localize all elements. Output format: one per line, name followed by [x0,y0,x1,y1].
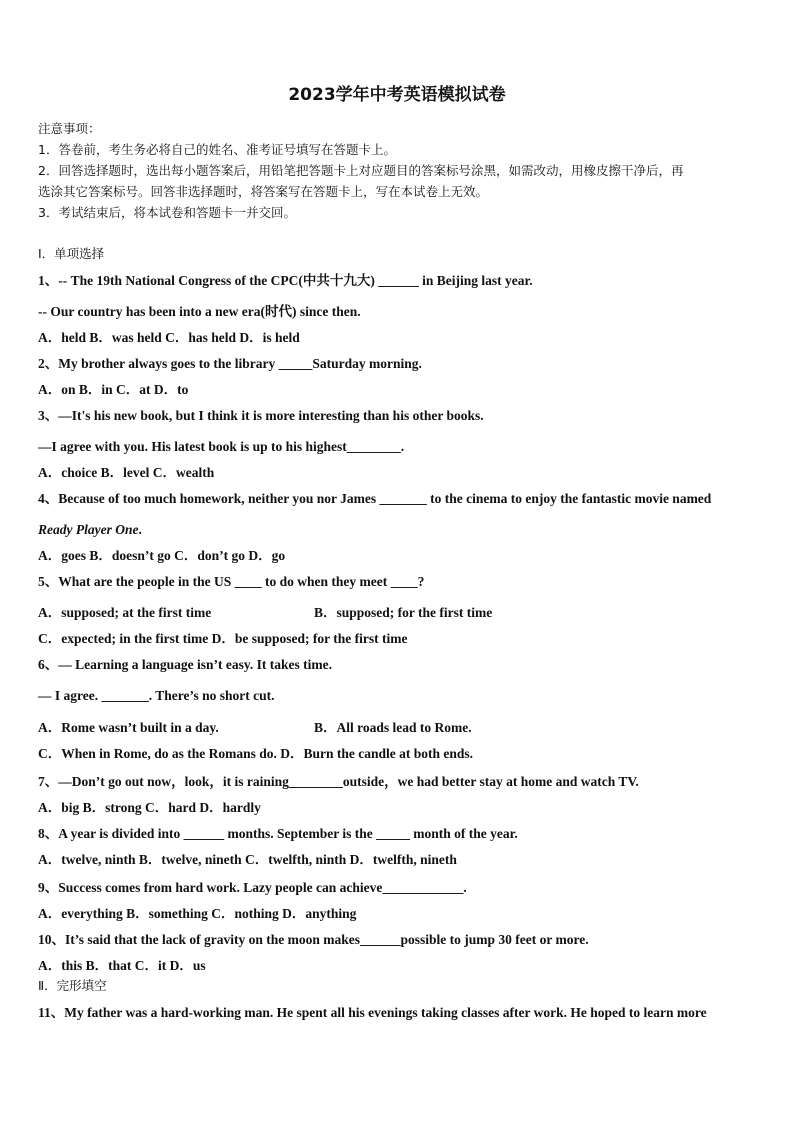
q5-option-b: B．supposed; for the first time [314,605,493,620]
q3-stem: 3、—It's his new book, but I think it is more interesting than his other books. [38,408,484,423]
q2-stem: 2、My brother always goes to the library _____Saturday morning. [38,356,422,371]
q9-options: A．everything B．something C．nothing D．anything [38,906,357,921]
q8-options: A．twelve, ninth B．twelve, nineth C．twelfth, ninth D．twelfth, nineth [38,852,457,867]
q11-stem: 11、My father was a hard-working man. He spent all his evenings taking classes after work. He hoped to learn more [38,1005,707,1020]
q10-stem: 10、It’s said that the lack of gravity on the moon makes______possible to jump 30 feet or more. [38,932,589,947]
q6-option-b: B．All roads lead to Rome. [314,720,472,735]
q9-stem: 9、Success comes from hard work. Lazy people can achieve____________. [38,880,467,895]
movie-title: Ready Player One [38,522,139,537]
q6-options-cd: C．When in Rome, do as the Romans do. D．Burn the candle at both ends. [38,746,474,761]
q1-line2: -- Our country has been into a new era(时代) since then. [38,304,361,319]
q4-stem: 4、Because of too much homework, neither you nor James _______ to the cinema to enjoy the fantastic movie named [38,491,712,506]
q5-option-a: A．supposed; at the first time [38,605,212,620]
notice-item-3: 3．考试结束后，将本试卷和答题卡一并交回。 [38,205,296,220]
section2-heading: Ⅱ．完形填空 [38,978,107,993]
notice-item-2-cont: 选涂其它答案标号。回答非选择题时，将答案写在答题卡上，写在本试卷上无效。 [38,184,489,199]
section1-heading: Ⅰ．单项选择 [38,246,105,261]
q5-stem: 5、What are the people in the US ____ to do when they meet ____? [38,574,425,589]
q5-options-cd: C．expected; in the first time D．be supposed; for the first time [38,631,408,646]
notice-item-2: 2．回答选择题时，选出每小题答案后，用铅笔把答题卡上对应题目的答案标号涂黑，如需改动，用橡皮擦干净后，再 [38,163,684,178]
q2-options: A．on B．in C．at D．to [38,382,189,397]
q3-options: A．choice B．level C．wealth [38,465,215,480]
q3-line2: —I agree with you. His latest book is up to his highest________. [38,439,405,454]
q10-options: A．this B．that C．it D．us [38,958,206,973]
q4-line2: Ready Player One. [38,522,142,537]
notice-item-1: 1．答卷前，考生务必将自己的姓名、准考证号填写在答题卡上。 [38,142,396,157]
notice-heading: 注意事项： [38,121,101,136]
q1-stem: 1、-- The 19th National Congress of the CPC(中共十九大) ______ in Beijing last year. [38,273,533,288]
q7-stem: 7、—Don’t go out now，look，it is raining________outside，we had better stay at home and watch TV. [38,774,639,789]
q4-options: A．goes B．doesn’t go C．don’t go D．go [38,548,286,563]
q6-line2: — I agree. _______. There’s no short cut. [38,688,275,703]
q8-stem: 8、A year is divided into ______ months. September is the _____ month of the year. [38,826,518,841]
page-title: 2023学年中考英语模拟试卷 [288,85,506,105]
q7-options: A．big B．strong C．hard D．hardly [38,800,261,815]
q6-option-a: A．Rome wasn’t built in a day. [38,720,219,735]
q6-stem: 6、— Learning a language isn’t easy. It takes time. [38,657,333,672]
q1-options: A．held B．was held C．has held D．is held [38,330,300,345]
